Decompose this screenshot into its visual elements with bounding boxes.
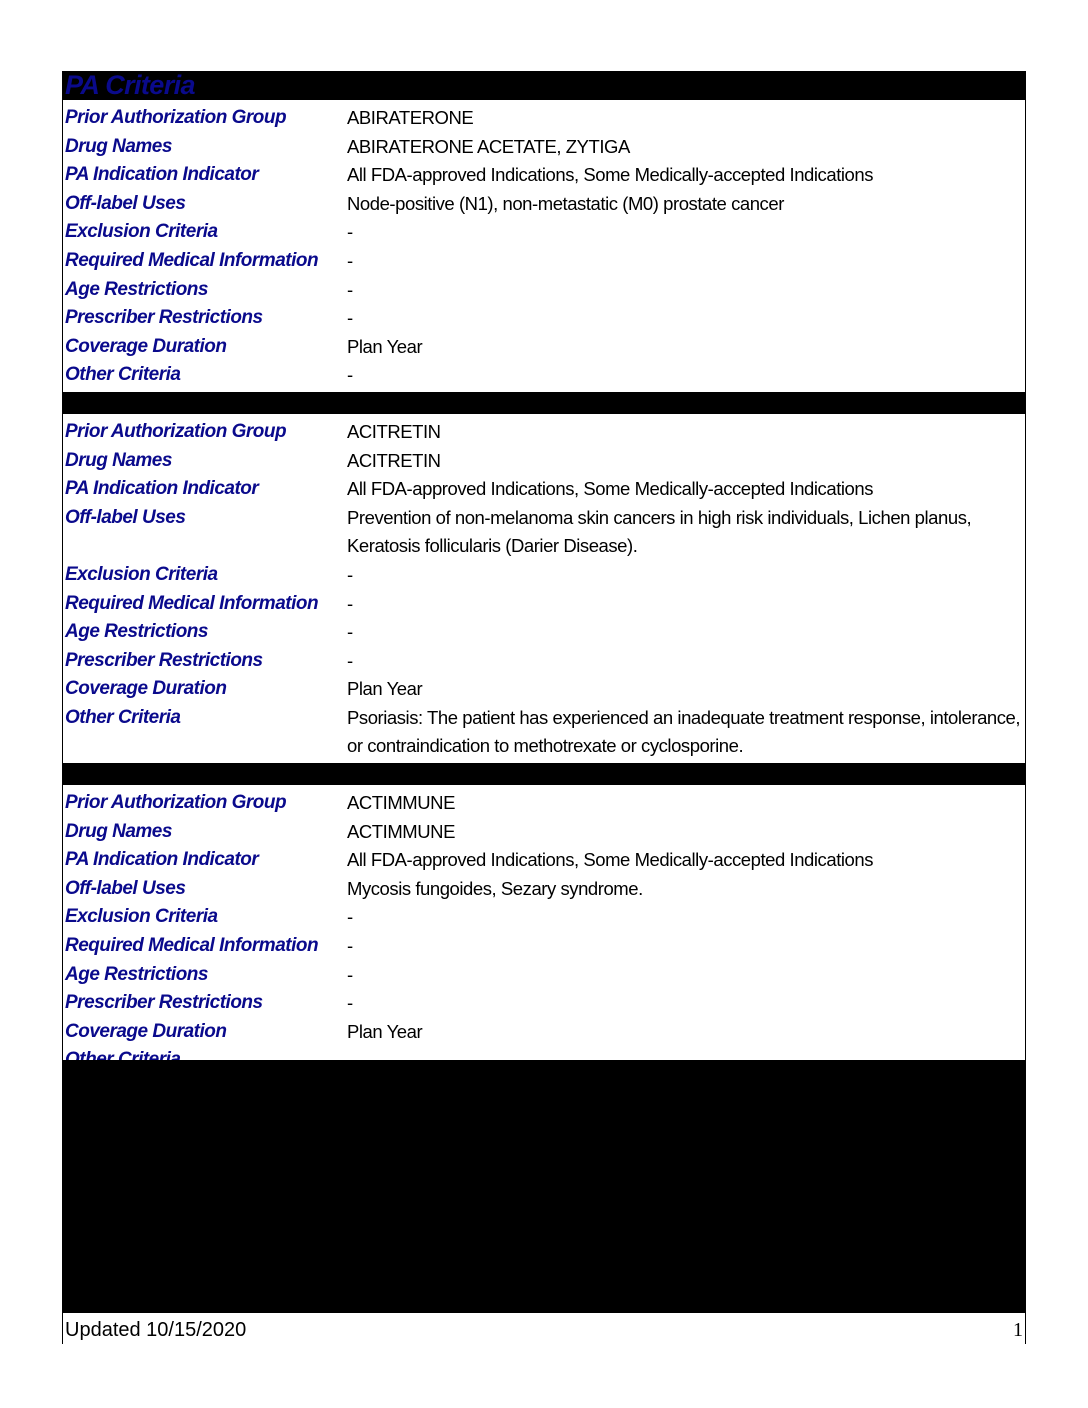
criteria-section <box>63 785 1025 1077</box>
criteria-label: Coverage Duration <box>65 678 227 700</box>
criteria-row <box>63 361 1025 390</box>
criteria-label: Prescriber Restrictions <box>65 649 263 671</box>
criteria-label: Age Restrictions <box>65 278 208 300</box>
criteria-label: Prior Authorization Group <box>65 107 287 128</box>
criteria-value: - <box>347 563 353 585</box>
criteria-label: Prior Authorization Group <box>65 420 287 442</box>
criteria-row <box>63 133 1025 162</box>
criteria-value: All FDA-approved Indications, Some Medically-accepted Indications <box>347 849 874 871</box>
criteria-label: Age Restrictions <box>65 621 208 643</box>
criteria-value: - <box>347 364 353 386</box>
criteria-value: Prevention of non-melanoma skin cancers in high risk individuals, Lichen planus, Keratosis follicularis (Darier Disease). <box>347 506 972 557</box>
criteria-row <box>63 190 1025 219</box>
blank-filler-block <box>62 1060 1026 1313</box>
updated-date: Updated 10/15/2020 <box>65 1319 247 1341</box>
section-separator <box>63 763 1025 785</box>
criteria-row <box>63 961 1025 990</box>
criteria-label: PA Indication Indicator <box>65 164 259 186</box>
criteria-row <box>63 504 1025 561</box>
criteria-section <box>63 100 1025 392</box>
criteria-label: Off-label Uses <box>65 877 186 899</box>
criteria-row <box>63 846 1025 875</box>
criteria-value: - <box>347 249 353 271</box>
criteria-label: PA Indication Indicator <box>65 849 259 871</box>
criteria-label: Prescriber Restrictions <box>65 992 263 1014</box>
criteria-row <box>63 161 1025 190</box>
criteria-value: ACITRETIN <box>347 420 441 442</box>
page-number: 1 <box>1013 1319 1023 1341</box>
criteria-sections <box>63 100 1025 1077</box>
criteria-value: - <box>347 935 353 957</box>
criteria-row <box>63 818 1025 847</box>
criteria-value: - <box>347 621 353 643</box>
criteria-value: - <box>347 649 353 671</box>
criteria-label: Coverage Duration <box>65 335 227 357</box>
criteria-value: - <box>347 278 353 300</box>
criteria-label: Required Medical Information <box>65 249 319 271</box>
criteria-value: ACITRETIN <box>347 449 441 471</box>
criteria-value: Node-positive (N1), non-metastatic (M0) prostate cancer <box>347 192 784 214</box>
criteria-label: Off-label Uses <box>65 506 186 528</box>
criteria-label: Exclusion Criteria <box>65 906 218 928</box>
criteria-row <box>63 418 1025 447</box>
section-separator <box>63 392 1025 414</box>
criteria-value: ACTIMMUNE <box>347 820 455 842</box>
criteria-row <box>63 875 1025 904</box>
criteria-row <box>63 590 1025 619</box>
criteria-value: - <box>347 221 353 243</box>
criteria-value: - <box>347 992 353 1014</box>
criteria-value: Plan Year <box>347 335 423 357</box>
pa-criteria-page <box>62 71 1026 1344</box>
page-title: PA Criteria <box>63 71 1025 100</box>
criteria-value: All FDA-approved Indications, Some Medically-accepted Indications <box>347 478 874 500</box>
criteria-label: Other Criteria <box>65 706 181 728</box>
criteria-label: Prescriber Restrictions <box>65 307 263 329</box>
criteria-value: ACTIMMUNE <box>347 792 455 814</box>
criteria-row <box>63 276 1025 305</box>
criteria-row <box>63 561 1025 590</box>
criteria-value: Plan Year <box>347 678 423 700</box>
criteria-row <box>63 475 1025 504</box>
criteria-row <box>63 647 1025 676</box>
criteria-value: All FDA-approved Indications, Some Medically-accepted Indications <box>347 164 874 186</box>
criteria-row <box>63 1018 1025 1047</box>
criteria-row <box>63 789 1025 818</box>
criteria-value: Plan Year <box>347 1020 423 1042</box>
criteria-label: Required Medical Information <box>65 935 319 957</box>
criteria-value: Psoriasis: The patient has experienced an inadequate treatment response, intolerance, or contraindication to methotrexate or cyclosporine. <box>347 706 1021 757</box>
criteria-value: ABIRATERONE <box>347 107 474 128</box>
criteria-label: Prior Authorization Group <box>65 792 287 814</box>
criteria-section <box>63 414 1025 763</box>
criteria-row <box>63 447 1025 476</box>
criteria-value: Mycosis fungoides, Sezary syndrome. <box>347 877 643 899</box>
criteria-row <box>63 247 1025 276</box>
page-footer <box>63 1315 1025 1343</box>
criteria-label: Exclusion Criteria <box>65 221 218 243</box>
criteria-label: Off-label Uses <box>65 192 186 214</box>
criteria-label: Other Criteria <box>65 364 181 386</box>
criteria-row <box>63 989 1025 1018</box>
criteria-value: - <box>347 963 353 985</box>
criteria-row <box>63 618 1025 647</box>
criteria-label: Drug Names <box>65 449 172 471</box>
criteria-row <box>63 333 1025 362</box>
criteria-label: Age Restrictions <box>65 963 208 985</box>
criteria-label: Drug Names <box>65 135 172 157</box>
criteria-label: Exclusion Criteria <box>65 563 218 585</box>
criteria-label: Coverage Duration <box>65 1020 227 1042</box>
criteria-label: Drug Names <box>65 820 172 842</box>
criteria-value: - <box>347 307 353 329</box>
criteria-label: Required Medical Information <box>65 592 319 614</box>
criteria-value: ABIRATERONE ACETATE, ZYTIGA <box>347 135 630 157</box>
criteria-row <box>63 304 1025 333</box>
criteria-row <box>63 903 1025 932</box>
criteria-row <box>63 932 1025 961</box>
criteria-label: PA Indication Indicator <box>65 478 259 500</box>
criteria-value: - <box>347 906 353 928</box>
criteria-row <box>63 104 1025 133</box>
criteria-row <box>63 218 1025 247</box>
criteria-row <box>63 675 1025 704</box>
criteria-value: - <box>347 592 353 614</box>
criteria-row <box>63 704 1025 761</box>
